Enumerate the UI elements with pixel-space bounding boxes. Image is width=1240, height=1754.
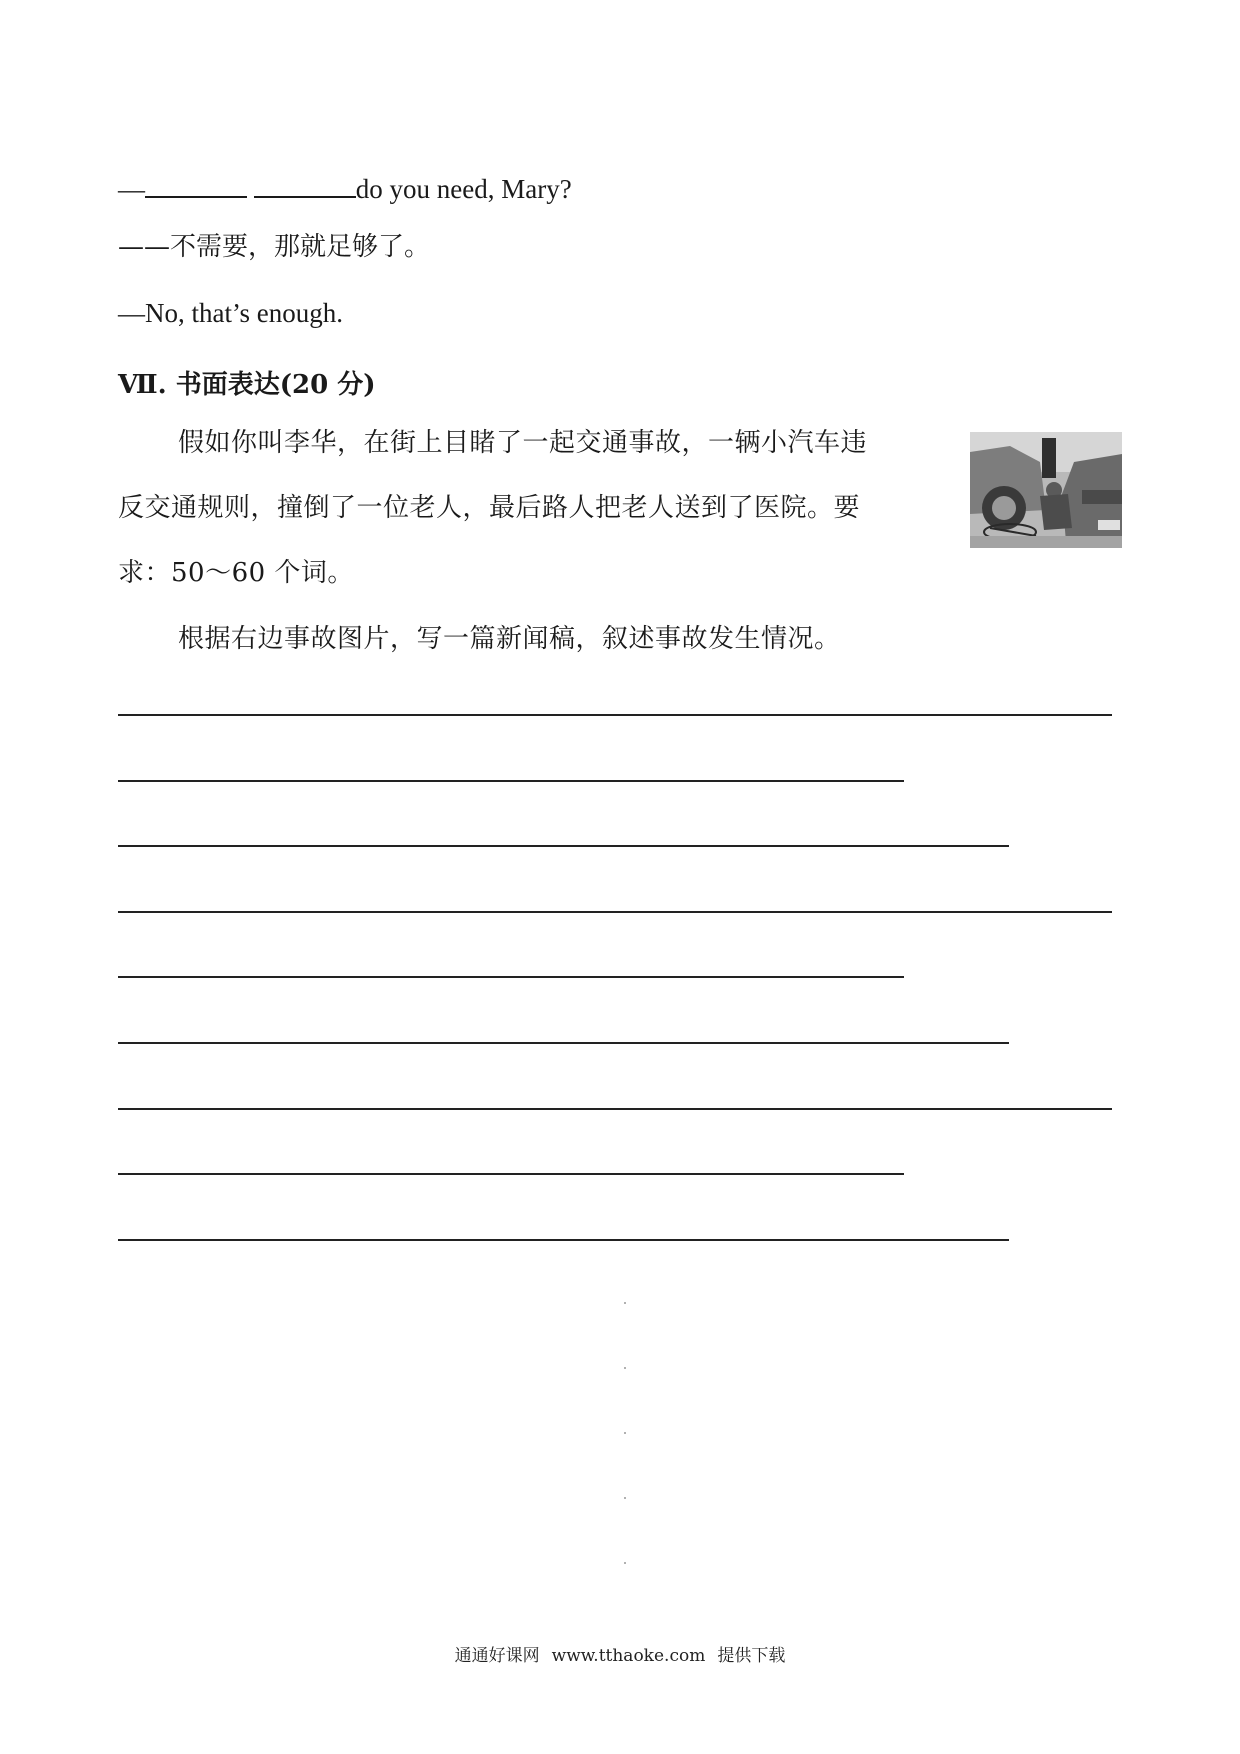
writing-line[interactable] — [118, 1042, 1009, 1044]
page-footer — [0, 1641, 1240, 1666]
accident-photo — [970, 432, 1122, 548]
scan-dot — [624, 1497, 626, 1499]
writing-line[interactable] — [118, 1173, 904, 1175]
scan-dot — [624, 1432, 626, 1434]
writing-line[interactable] — [118, 1239, 1009, 1241]
question-text: do you need, Mary? — [355, 174, 572, 204]
dialog-question — [118, 172, 572, 203]
prompt-line-3: 求：50～60 个词。 — [118, 558, 354, 588]
scan-dot — [624, 1302, 626, 1304]
scan-dot — [624, 1367, 626, 1369]
answer-blank-2[interactable] — [254, 172, 356, 198]
footer-site-name: 通通好课网 — [454, 1646, 540, 1666]
writing-line[interactable] — [118, 845, 1009, 847]
writing-line[interactable] — [118, 976, 904, 978]
prompt-line-1: 假如你叫李华，在街上目睹了一起交通事故，一辆小汽车违 — [178, 428, 868, 458]
scan-dot — [624, 1562, 626, 1564]
answer-blank-1[interactable] — [145, 172, 247, 198]
prompt-line-2: 反交通规则，撞倒了一位老人，最后路人把老人送到了医院。要 — [118, 493, 861, 523]
writing-line[interactable] — [118, 1108, 1112, 1110]
writing-line[interactable] — [118, 911, 1112, 913]
section-heading: Ⅶ. 书面表达(20 分) — [118, 370, 376, 400]
english-answer: —No, that’s enough. — [118, 298, 343, 328]
writing-line[interactable] — [118, 714, 1112, 716]
dash-prefix: — — [118, 174, 145, 204]
footer-note: 提供下载 — [717, 1646, 786, 1666]
prompt-instruction: 根据右边事故图片，写一篇新闻稿，叙述事故发生情况。 — [178, 624, 841, 654]
footer-url[interactable]: www.tthaoke.com — [551, 1646, 706, 1666]
chinese-answer: ——不需要，那就足够了。 — [118, 232, 431, 262]
writing-line[interactable] — [118, 780, 904, 782]
